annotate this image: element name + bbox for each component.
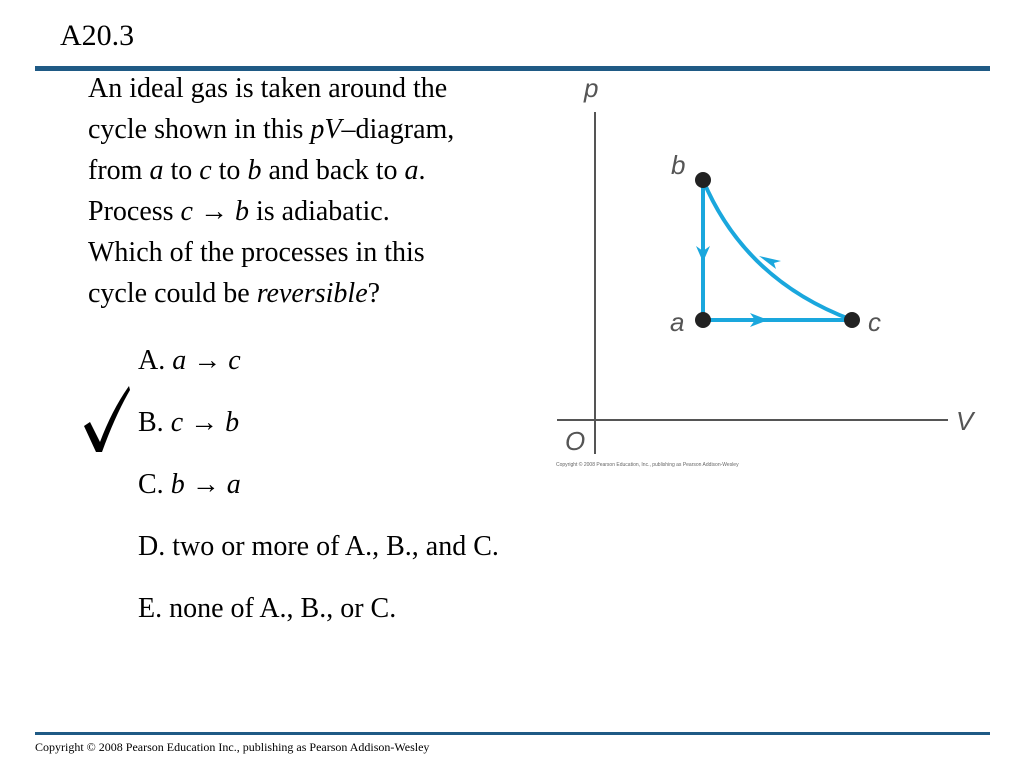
question-text-segment: cycle could be: [88, 278, 257, 309]
point-a-label: a: [670, 307, 685, 337]
answer-to-state: b: [225, 407, 240, 438]
question-state-c: c: [180, 196, 193, 227]
answer-letter: A.: [138, 345, 173, 376]
answer-letter: B.: [138, 407, 171, 438]
question-state-a: a: [149, 155, 164, 186]
question-text-segment: Process: [88, 196, 181, 227]
question-line: [88, 109, 548, 150]
question-text: [88, 68, 548, 314]
question-state-a: a: [404, 155, 419, 186]
slide-title: A20.3: [60, 19, 135, 52]
checkmark-icon: [82, 382, 132, 454]
question-text-segment: cycle shown in this: [88, 114, 311, 145]
answer-to-state: a: [226, 469, 241, 500]
question-state-b: b: [247, 155, 262, 186]
question-text-segment: .: [418, 155, 426, 186]
question-text-segment: from: [88, 155, 150, 186]
answer-option-d[interactable]: [138, 527, 499, 589]
p-axis-label: p: [584, 73, 599, 103]
pv-diagram: [550, 70, 990, 470]
answer-letter: D.: [138, 531, 173, 562]
answer-option-e[interactable]: [138, 589, 499, 651]
point-b: [695, 172, 711, 188]
question-line: [88, 150, 548, 191]
point-a: [695, 312, 711, 328]
point-c: [844, 312, 860, 328]
origin-label: O: [565, 426, 586, 456]
question-text-segment: Which of the processes in this: [88, 237, 425, 268]
answer-letter: E.: [138, 593, 170, 624]
question-text-segment: to: [163, 155, 200, 186]
answer-option-b[interactable]: [138, 403, 499, 465]
answer-list: [138, 341, 499, 651]
point-c-label: c: [868, 307, 881, 337]
footer-rule: [35, 732, 990, 735]
question-pv-term: pV: [310, 114, 342, 145]
question-line: [88, 191, 548, 232]
answer-from-state: b: [170, 469, 185, 500]
v-axis-label: V: [956, 406, 974, 436]
question-text-segment: and back to: [261, 155, 405, 186]
answer-to-state: c: [228, 345, 241, 376]
footer-copyright: Copyright © 2008 Pearson Education Inc., publishing as Pearson Addison-Wesley: [35, 740, 430, 754]
answer-option-a[interactable]: [138, 341, 499, 403]
question-text-segment: An ideal gas is taken around the: [88, 73, 448, 104]
diagram-copyright: Copyright © 2008 Pearson Education, Inc., publishing as Pearson Addison-Wesley: [556, 462, 739, 468]
answer-option-c[interactable]: [138, 465, 499, 527]
question-text-segment: is adiabatic.: [248, 196, 390, 227]
question-reversible-term: reversible: [256, 278, 368, 309]
arrow-symbol: →: [183, 407, 226, 438]
question-line: [88, 232, 548, 273]
question-line: [88, 273, 548, 314]
question-line: [88, 68, 548, 109]
question-text-segment: ?: [367, 278, 381, 309]
point-b-label: b: [671, 150, 686, 180]
answer-text: two or more of A., B., and C.: [172, 531, 499, 562]
answer-from-state: a: [172, 345, 187, 376]
process-c-to-b-adiabat: [703, 180, 852, 320]
arrow-symbol: →: [186, 345, 229, 376]
question-state-c: c: [199, 155, 212, 186]
question-text-segment: –diagram,: [341, 114, 455, 145]
question-text-segment: to: [211, 155, 248, 186]
answer-text: none of A., B., or C.: [169, 593, 397, 624]
answer-from-state: c: [170, 407, 184, 438]
question-state-b: b: [234, 196, 249, 227]
arrow-symbol: →: [192, 196, 235, 227]
answer-letter: C.: [138, 469, 171, 500]
arrow-symbol: →: [184, 469, 227, 500]
